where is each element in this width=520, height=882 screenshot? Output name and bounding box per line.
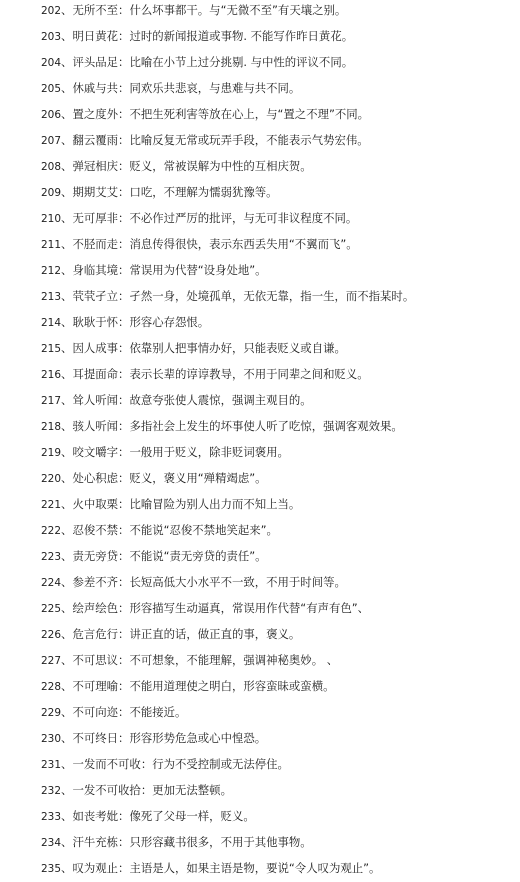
list-item xyxy=(41,755,511,773)
entry-number: 211 xyxy=(41,239,62,251)
entry-colon: ： xyxy=(140,783,153,797)
entry-definition: 不能说“责无旁贷的责任”。 xyxy=(129,549,267,563)
list-item xyxy=(41,521,511,539)
list-item xyxy=(41,781,511,799)
entry-definition: 贬义，常被误解为中性的互相庆贺。 xyxy=(129,159,312,173)
entry-separator: 、 xyxy=(61,445,73,459)
entry-number: 206 xyxy=(41,109,62,121)
entry-colon: ： xyxy=(118,237,130,251)
entry-definition: 讲正直的话，做正直的事，褒义。 xyxy=(129,627,301,641)
entry-number: 217 xyxy=(41,395,62,407)
entry-definition: 不把生死利害等放在心上，与“置之不理”不同。 xyxy=(129,107,370,121)
list-item xyxy=(41,703,511,721)
entry-definition: 不能接近。 xyxy=(129,705,187,719)
entry-separator: 、 xyxy=(61,315,73,329)
list-item xyxy=(41,573,511,591)
entry-separator: 、 xyxy=(61,367,73,381)
entry-definition: 表示长辈的谆谆教导，不用于同辈之间和贬义。 xyxy=(129,367,369,381)
entry-term: 明日黄花 xyxy=(72,29,119,43)
entry-definition: 不必作过严厉的批评，与无可非议程度不同。 xyxy=(129,211,358,225)
entry-number: 219 xyxy=(41,447,62,459)
entry-separator: 、 xyxy=(61,497,73,511)
entry-separator: 、 xyxy=(61,237,73,251)
entry-number: 220 xyxy=(41,473,62,485)
entry-definition: 比喻在小节上过分挑剔. 与中性的评议不同。 xyxy=(129,55,354,69)
entry-definition: 多指社会上发生的坏事使人听了吃惊，强调客观效果。 xyxy=(129,419,403,433)
entry-colon: ： xyxy=(118,419,130,433)
entry-separator: 、 xyxy=(61,211,73,225)
entry-term: 无所不至 xyxy=(72,3,119,17)
entry-number: 214 xyxy=(41,317,62,329)
entry-term: 休戚与共 xyxy=(72,81,119,95)
list-item xyxy=(41,599,511,617)
entry-number: 213 xyxy=(41,291,62,303)
list-item xyxy=(41,339,511,357)
entry-term: 叹为观止 xyxy=(72,861,119,875)
entry-definition: 长短高低大小水平不一致，不用于时间等。 xyxy=(129,575,346,589)
entry-number: 222 xyxy=(41,525,62,537)
entry-term: 不可思议 xyxy=(72,653,119,667)
entry-colon: ： xyxy=(118,731,130,745)
entry-term: 耸人听闻 xyxy=(72,393,119,407)
entry-definition: 不能说“忍俊不禁地笑起来”。 xyxy=(129,523,278,537)
entry-number: 205 xyxy=(41,83,62,95)
entry-number: 210 xyxy=(41,213,62,225)
entry-colon: ： xyxy=(118,809,130,823)
entry-definition: 主语是人，如果主语是物，要说“令人叹为观止”。 xyxy=(129,861,381,875)
list-item xyxy=(41,53,511,71)
entry-number: 202 xyxy=(41,5,62,17)
entry-term: 一发而不可收 xyxy=(72,757,141,771)
list-item xyxy=(41,157,511,175)
entry-colon: ： xyxy=(118,211,130,225)
entry-separator: 、 xyxy=(61,471,73,485)
entry-separator: 、 xyxy=(61,731,73,745)
entry-term: 评头品足 xyxy=(72,55,119,69)
list-item xyxy=(41,1,511,19)
entry-colon: ： xyxy=(118,601,130,615)
entry-definition: 故意夸张使人震惊，强调主观目的。 xyxy=(129,393,312,407)
entry-term: 不可终日 xyxy=(72,731,119,745)
entry-number: 229 xyxy=(41,707,62,719)
entry-separator: 、 xyxy=(61,549,73,563)
entry-separator: 、 xyxy=(61,523,73,537)
entry-number: 223 xyxy=(41,551,62,563)
entry-term: 咬文嚼字 xyxy=(72,445,119,459)
entry-term: 无可厚非 xyxy=(72,211,119,225)
list-item xyxy=(41,651,511,669)
entry-term: 不胫而走 xyxy=(72,237,119,251)
entry-colon: ： xyxy=(118,55,130,69)
entry-term: 不可向迩 xyxy=(72,705,119,719)
list-item xyxy=(41,209,511,227)
entry-separator: 、 xyxy=(61,29,73,43)
list-item xyxy=(41,27,511,45)
entry-term: 翻云覆雨 xyxy=(72,133,119,147)
entry-definition: 常误用为代替“设身处地”。 xyxy=(129,263,267,277)
entry-number: 212 xyxy=(41,265,62,277)
entry-separator: 、 xyxy=(61,835,73,849)
entry-separator: 、 xyxy=(61,757,73,771)
entry-definition: 依靠别人把事情办好，只能表贬义或自谦。 xyxy=(129,341,346,355)
entry-colon: ： xyxy=(118,107,130,121)
entry-definition: 形容心存怨恨。 xyxy=(129,315,210,329)
entry-term: 一发不可收拾 xyxy=(72,783,141,797)
entry-separator: 、 xyxy=(61,705,73,719)
list-item xyxy=(41,833,511,851)
entry-term: 如丧考妣 xyxy=(72,809,119,823)
entry-definition: 不可想象，不能理解，强调神秘奥妙。 、 xyxy=(129,653,339,667)
entry-colon: ： xyxy=(118,289,130,303)
entry-colon: ： xyxy=(118,315,130,329)
list-item xyxy=(41,131,511,149)
list-item xyxy=(41,235,511,253)
entry-term: 处心积虑 xyxy=(72,471,119,485)
entry-definition: 更加无法整顿。 xyxy=(152,783,232,797)
list-item xyxy=(41,105,511,123)
entry-number: 233 xyxy=(41,811,62,823)
entry-colon: ： xyxy=(118,185,130,199)
entry-colon: ： xyxy=(140,757,153,771)
list-item xyxy=(41,365,511,383)
entry-term: 身临其境 xyxy=(72,263,119,277)
entry-number: 208 xyxy=(41,161,62,173)
entry-number: 203 xyxy=(41,31,62,43)
entry-term: 责无旁贷 xyxy=(72,549,119,563)
entry-definition: 口吃，不理解为懦弱犹豫等。 xyxy=(129,185,278,199)
entry-number: 228 xyxy=(41,681,62,693)
entry-number: 226 xyxy=(41,629,62,641)
entry-separator: 、 xyxy=(61,133,73,147)
entry-colon: ： xyxy=(118,627,130,641)
list-item xyxy=(41,443,511,461)
entry-definition: 一般用于贬义，除非贬词褒用。 xyxy=(129,445,289,459)
entry-separator: 、 xyxy=(61,575,73,589)
entry-number: 215 xyxy=(41,343,62,355)
entry-definition: 形容描写生动逼真，常误用作代替“有声有色”、 xyxy=(129,601,370,615)
entry-term: 耿耿于怀 xyxy=(72,315,119,329)
entry-separator: 、 xyxy=(61,185,73,199)
entry-separator: 、 xyxy=(61,861,73,875)
entry-number: 227 xyxy=(41,655,62,667)
list-item xyxy=(41,313,511,331)
entry-term: 耳提面命 xyxy=(72,367,119,381)
entry-term: 不可理喻 xyxy=(72,679,119,693)
entry-separator: 、 xyxy=(61,3,73,17)
entry-term: 参差不齐 xyxy=(72,575,119,589)
entry-term: 火中取栗 xyxy=(72,497,119,511)
entry-term: 绘声绘色 xyxy=(72,601,119,615)
entry-definition: 贬义，褒义用“殚精竭虑”。 xyxy=(129,471,267,485)
entry-number: 221 xyxy=(41,499,62,511)
entry-term: 弹冠相庆 xyxy=(72,159,119,173)
entry-colon: ： xyxy=(118,133,130,147)
entry-colon: ： xyxy=(118,3,130,17)
list-item xyxy=(41,417,511,435)
entry-number: 225 xyxy=(41,603,62,615)
entry-term: 期期艾艾 xyxy=(72,185,119,199)
entry-definition: 不能用道理使之明白，形容蛮昧或蛮横。 xyxy=(129,679,335,693)
list-item xyxy=(41,261,511,279)
entry-separator: 、 xyxy=(61,653,73,667)
entry-definition: 比喻冒险为别人出力而不知上当。 xyxy=(129,497,301,511)
entry-colon: ： xyxy=(118,575,130,589)
entry-separator: 、 xyxy=(61,159,73,173)
entry-colon: ： xyxy=(118,445,130,459)
entry-definition: 行为不受控制或无法停住。 xyxy=(152,757,289,771)
entry-colon: ： xyxy=(118,159,130,173)
entry-colon: ： xyxy=(118,861,130,875)
list-item xyxy=(41,807,511,825)
entry-separator: 、 xyxy=(61,679,73,693)
entry-term: 因人成事 xyxy=(72,341,119,355)
entry-definition: 同欢乐共悲哀，与患难与共不同。 xyxy=(129,81,301,95)
entry-number: 234 xyxy=(41,837,62,849)
list-item xyxy=(41,287,511,305)
entry-separator: 、 xyxy=(61,107,73,121)
entry-colon: ： xyxy=(118,29,130,43)
entry-colon: ： xyxy=(118,471,130,485)
entry-definition: 什么坏事都干。与“无微不至”有天壤之别。 xyxy=(129,3,347,17)
entry-definition: 消息传得很快，表示东西丢失用“不翼而飞”。 xyxy=(129,237,358,251)
entry-term: 危言危行 xyxy=(72,627,119,641)
entry-colon: ： xyxy=(118,835,130,849)
list-item xyxy=(41,391,511,409)
entry-separator: 、 xyxy=(61,419,73,433)
entry-term: 忍俊不禁 xyxy=(72,523,119,537)
entry-separator: 、 xyxy=(61,55,73,69)
entry-colon: ： xyxy=(118,523,130,537)
list-item xyxy=(41,729,511,747)
entry-separator: 、 xyxy=(61,601,73,615)
entry-term: 茕茕孑立 xyxy=(72,289,119,303)
entry-colon: ： xyxy=(118,81,130,95)
entry-definition: 比喻反复无常或玩弄手段，不能表示气势宏伟。 xyxy=(129,133,369,147)
entry-separator: 、 xyxy=(61,289,73,303)
entry-separator: 、 xyxy=(61,393,73,407)
list-item xyxy=(41,79,511,97)
entry-number: 230 xyxy=(41,733,62,745)
entry-colon: ： xyxy=(118,549,130,563)
entry-number: 218 xyxy=(41,421,62,433)
list-item xyxy=(41,677,511,695)
entry-colon: ： xyxy=(118,705,130,719)
entry-colon: ： xyxy=(118,393,130,407)
list-item xyxy=(41,859,511,877)
list-item xyxy=(41,625,511,643)
entry-term: 置之度外 xyxy=(72,107,119,121)
entry-separator: 、 xyxy=(61,263,73,277)
entry-number: 207 xyxy=(41,135,62,147)
entry-number: 235 xyxy=(41,863,62,875)
entry-colon: ： xyxy=(118,367,130,381)
entry-definition: 只形容藏书很多，不用于其他事物。 xyxy=(129,835,312,849)
list-item xyxy=(41,495,511,513)
entry-number: 204 xyxy=(41,57,62,69)
entry-separator: 、 xyxy=(61,341,73,355)
entry-separator: 、 xyxy=(61,627,73,641)
entry-colon: ： xyxy=(118,341,130,355)
entry-colon: ： xyxy=(118,497,130,511)
entry-number: 231 xyxy=(41,759,62,771)
entry-term: 骇人听闻 xyxy=(72,419,119,433)
entry-term: 汗牛充栋 xyxy=(72,835,119,849)
entry-definition: 像死了父母一样，贬义。 xyxy=(129,809,255,823)
list-item xyxy=(41,547,511,565)
entry-definition: 形容形势危急或心中惶恐。 xyxy=(129,731,267,745)
entry-separator: 、 xyxy=(61,809,73,823)
entry-number: 224 xyxy=(41,577,62,589)
entry-number: 209 xyxy=(41,187,62,199)
entry-separator: 、 xyxy=(61,81,73,95)
entry-separator: 、 xyxy=(61,783,73,797)
list-item xyxy=(41,469,511,487)
entry-colon: ： xyxy=(118,263,130,277)
entry-colon: ： xyxy=(118,679,130,693)
entry-number: 216 xyxy=(41,369,62,381)
entry-definition: 过时的新闻报道或事物. 不能写作昨日黄花。 xyxy=(129,29,354,43)
entry-definition: 孑然一身，处境孤单，无依无靠，指一生，而不指某时。 xyxy=(129,289,415,303)
list-item xyxy=(41,183,511,201)
entry-colon: ： xyxy=(118,653,130,667)
entry-number: 232 xyxy=(41,785,62,797)
